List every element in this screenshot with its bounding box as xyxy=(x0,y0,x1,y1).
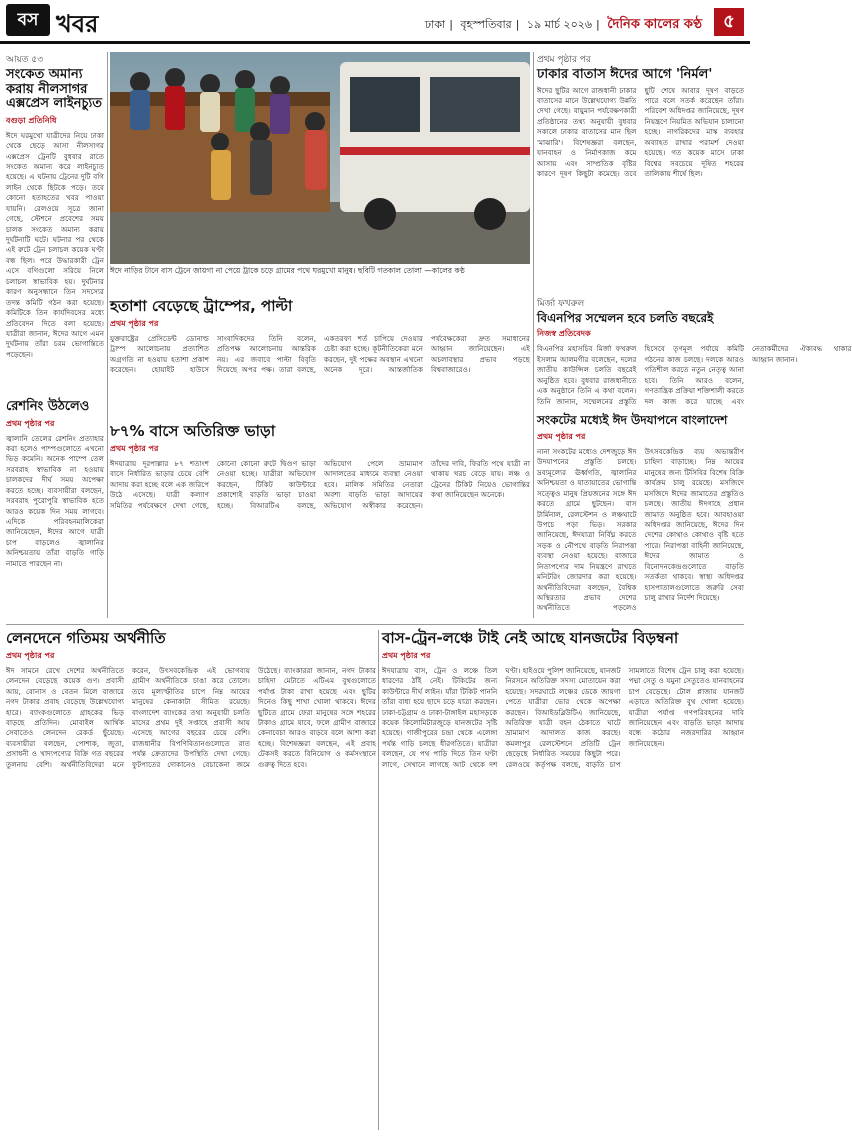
bus-truck-crowd-photo xyxy=(110,52,530,264)
article-body: বিএনপির মহাসচিব মির্জা ফখরুল ইসলাম আলমগীর বলেছেন, দলের জাতীয় কাউন্সিল চলতি বছরেই অনুষ্ঠিত হবে। বুধবার রাজধানীতে এক অনুষ্ঠানে তিনি এ কথা বলেন। তিনি জানান, সম্মেলনের প্রস্তুতি হিসেবে তৃণমূল পর্যায়ে কমিটি গঠনের কাজ চলছে। দলকে আরও গতিশীল করতে নতুন নেতৃত্ব আনা হবে। তিনি আরও বলেন, গণতান্ত্রিক প্রক্রিয়া শক্তিশালী করতে দল কাজ করে যাচ্ছে এবং নেতাকর্মীদের ঐক্যবদ্ধ থাকার আহ্বান জানান। xyxy=(537,344,852,406)
news-photo xyxy=(110,52,530,264)
article-body: যুক্তরাষ্ট্রের প্রেসিডেন্ট ডোনাল্ড ট্রাম্প আলোচনায় প্রত্যাশিত অগ্রগতি না হওয়ায় হতাশা প্রকাশ করেছেন। হোয়াইট হাউসে সাংবাদিকদের তিনি বলেন, প্রতিপক্ষ আলোচনায় আন্তরিক নয়। এর জবাবে পাল্টা বিবৃতি দিয়েছে অপর পক্ষ। তারা বলছে, একতরফা শর্ত চাপিয়ে দেওয়ার চেষ্টা করা হচ্ছে। কূটনীতিকেরা মনে করছেন, দুই পক্ষের অবস্থান এখনো অনেক দূরে। আন্তর্জাতিক পর্যবেক্ষকেরা দ্রুত সমাধানের আহ্বান জানিয়েছেন। এই অচলাবস্থার প্রভাব পড়ছে বিশ্ববাজারেও। xyxy=(110,333,530,375)
article-transport xyxy=(382,630,744,1130)
article-byline: প্রথম পৃষ্ঠার পর xyxy=(537,431,586,441)
masthead xyxy=(0,0,750,44)
article-body: ঈদে ঘরমুখো যাত্রীদের নিয়ে ঢাকা থেকে ছেড়ে আসা নীলসাগর এক্সপ্রেস ট্রেনটি বুধবার রাতে সংকেত অমান্য করে লাইনচ্যুত হয়েছে। এ ঘটনায় ট্রেনের দুটি বগি লাইন থেকে ছিটকে পড়ে। তবে কোনো হতাহতের খবর পাওয়া যায়নি। রেলওয়ে সূত্রে জানা গেছে, স্টেশনে প্রবেশের সময় চালক সংকেত অমান্য করায় দুর্ঘটনাটি ঘটে। ঘটনার পর থেকে এই রুটে ট্রেন চলাচল কয়েক ঘণ্টা বন্ধ ছিল। পরে উদ্ধারকারী ট্রেন এসে বগিগুলো সরিয়ে নিলে চলাচল স্বাভাবিক হয়। দুর্ঘটনার কারণ অনুসন্ধানে তিন সদস্যের তদন্ত কমিটি গঠন করা হয়েছে। কমিটিকে তিন কার্যদিবসের মধ্যে প্রতিবেদন দিতে বলা হয়েছে। যাত্রীরা জানান, ঈদের আগে এমন দুর্ঘটনায় তাঁরা চরম ভোগান্তিতে পড়েছেন। xyxy=(6,130,104,359)
article-headline: বিএনপির সম্মেলন হবে চলতি বছরেই xyxy=(537,311,714,325)
page-number: ৫ xyxy=(714,8,744,36)
section-divider xyxy=(6,624,744,625)
article-headline: হতাশা বেড়েছে ট্রাম্পের, পাল্টা xyxy=(110,297,293,315)
column-divider xyxy=(533,52,534,618)
masthead-logo: বস xyxy=(6,4,50,36)
article-byline: প্রথম পৃষ্ঠার পর xyxy=(382,650,431,660)
masthead-day: বৃহস্পতিবার xyxy=(460,18,512,31)
article-byline: প্রথম পৃষ্ঠার পর xyxy=(110,443,159,453)
article-body: জ্বালানি তেলের রেশনিং প্রত্যাহার করা হলেও পাম্পগুলোতে এখনো ভিড় কমেনি। অনেক পাম্পে তেল সরবরাহ স্বাভাবিক না হওয়ায় চালকদের দীর্ঘ সময় অপেক্ষা করতে হচ্ছে। ব্যবসায়ীরা বলছেন, সরবরাহ পুরোপুরি স্বাভাবিক হতে আরও কয়েক দিন সময় লাগবে। এদিকে পরিবহনমালিকেরা জানিয়েছেন, ঈদের আগে যাত্রী চাপ বাড়লেও জ্বালানির অনিশ্চয়তায় তাঁরা বাড়তি গাড়ি নামাতে পারছেন না। xyxy=(6,433,104,568)
article-train-derail xyxy=(6,52,104,392)
article-headline: রেশনিং উঠলেও xyxy=(6,399,90,414)
article-headline: ঢাকার বাতাস ঈদের আগে 'নির্মল' xyxy=(537,67,713,82)
article-byline: প্রথম পৃষ্ঠার পর xyxy=(6,650,55,660)
masthead-meta: ঢাকা | বৃহস্পতিবার | ১৯ মার্চ ২০২৬ | দৈনিক কালের কণ্ঠ xyxy=(424,17,702,32)
article-byline: বগুড়া প্রতিনিধি xyxy=(6,115,57,125)
article-eid-crisis xyxy=(537,296,852,618)
article-headline: ৮৭% বাসে অতিরিক্ত ভাড়া xyxy=(110,422,276,440)
article-byline: নিজস্ব প্রতিবেদক xyxy=(537,329,591,339)
article-dhaka-air xyxy=(537,52,744,292)
article-byline: প্রথম পৃষ্ঠার পর xyxy=(6,418,55,428)
article-headline: লেনদেনে গতিময় অর্থনীতি xyxy=(6,629,166,647)
article-headline: সংকটের মধ্যেই ঈদ উদযাপনে বাংলাদেশ xyxy=(537,413,728,428)
column-divider xyxy=(378,630,379,1130)
photo-caption: ঈদে নাড়ির টানে বাস ট্রেনে জায়গা না পেয়ে ট্রাকে চড়ে গ্রামের পথে ঘরমুখো মানুষ। ছবিটি গতকাল তোলা —কালের কণ্ঠ xyxy=(110,266,465,275)
section-title: খবর xyxy=(56,10,99,38)
article-body: ঈদযাত্রায় দূরপাল্লার ৮৭ শতাংশ বাসে নির্ধারিত ভাড়ার চেয়ে বেশি আদায় করা হচ্ছে বলে এক জরিপে উঠে এসেছে। যাত্রী কল্যাণ সমিতির পর্যবেক্ষণে দেখা গেছে, কোনো কোনো রুটে দ্বিগুণ ভাড়া নেওয়া হচ্ছে। যাত্রীরা অভিযোগ করছেন, টিকিট কাউন্টারে প্রকাশ্যেই বাড়তি ভাড়া চাওয়া হচ্ছে। বিআরটিএ বলছে, অভিযোগ পেলে ভ্রাম্যমাণ আদালতের মাধ্যমে ব্যবস্থা নেওয়া হবে। মালিক সমিতির নেতারা অবশ্য বাড়তি ভাড়া আদায়ের অভিযোগ অস্বীকার করেছেন। তাঁদের দাবি, ফিরতি পথে যাত্রী না থাকায় খরচ বেড়ে যায়। লঞ্চ ও ট্রেনের টিকিট নিয়েও ভোগান্তির কথা জানিয়েছেন অনেকে। xyxy=(110,458,530,510)
article-rationing xyxy=(6,400,104,616)
masthead-date: ১৯ মার্চ ২০২৬ xyxy=(526,18,593,31)
article-bus-fare xyxy=(110,423,530,618)
article-body: ঈদ সামনে রেখে দেশের অর্থনীতিতে লেনদেন বেড়েছে কয়েক গুণ। প্রবাসী আয়, বোনাস ও বেতন মিলে বাজারে নগদ টাকার প্রবাহ বেড়েছে উল্লেখযোগ্য হারে। ব্যাংকগুলোতে গ্রাহকের ভিড় বাড়ছে প্রতিদিন। মোবাইল আর্থিক সেবাতেও লেনদেন রেকর্ড ছুঁয়েছে। ব্যবসায়ীরা বলছেন, পোশাক, জুতা, প্রসাধনী ও খাদ্যপণ্যের বিক্রি গত বছরের তুলনায় বেশি। অর্থনীতিবিদেরা মনে করেন, উৎসবকেন্দ্রিক এই ভোগব্যয় গ্রামীণ অর্থনীতিকে চাঙা করে তোলে। তবে মূল্যস্ফীতির চাপে নিম্ন আয়ের মানুষের কেনাকাটা সীমিত রয়েছে। বাংলাদেশ ব্যাংকের তথ্য অনুযায়ী চলতি মাসের প্রথম দুই সপ্তাহে প্রবাসী আয় এসেছে আগের বছরের চেয়ে বেশি। রাজধানীর বিপণিবিতানগুলোতে রাত পর্যন্ত ক্রেতাদের উপস্থিতি দেখা গেছে। ফুটপাতের দোকানেও বেচাকেনা জমে উঠেছে। ব্যাংকাররা জানান, নগদ টাকার চাহিদা মেটাতে এটিএম বুথগুলোতে পর্যাপ্ত টাকা রাখা হয়েছে এবং ছুটির দিনেও কিছু শাখা খোলা থাকবে। ঈদের ছুটিতে গ্রামে ফেরা মানুষের সঙ্গে শহরের টাকাও গ্রামে যাবে, ফলে গ্রামীণ বাজারে কেনাবেচা আরও বাড়বে বলে আশা করা হচ্ছে। বিশেষজ্ঞরা বলছেন, এই প্রবাহ টেকসই করতে বিনিয়োগ ও কর্মসংস্থানে গুরুত্ব দিতে হবে। xyxy=(6,665,376,769)
article-trump xyxy=(110,298,530,418)
article-economy xyxy=(6,630,376,1130)
article-headline: বাস-ট্রেন-লঞ্চে টাই নেই আছে যানজটের বিড়ম্বনা xyxy=(382,629,679,647)
column-divider xyxy=(107,52,108,618)
article-kicker: মির্জা ফখরুল xyxy=(537,299,585,309)
article-kicker: আয়ত ৫৩ xyxy=(6,55,44,65)
article-kicker: প্রথম পৃষ্ঠার পর xyxy=(537,55,591,65)
article-body: ঈদযাত্রায় বাস, ট্রেন ও লঞ্চে তিল ধারণের ঠাঁই নেই। টিকিটের জন্য কাউন্টারে দীর্ঘ লাইন। যাঁরা টিকিট পাননি তাঁরা বাধ্য হয়ে ছাদে চড়ে যাত্রা করছেন। ঢাকা-চট্টগ্রাম ও ঢাকা-টাঙ্গাইল মহাসড়কে কয়েক কিলোমিটারজুড়ে যানজটের সৃষ্টি হয়েছে। গাজীপুরের চন্দ্রা থেকে এলেঙ্গা পর্যন্ত গাড়ি চলছে ধীরগতিতে। যাত্রীরা বলছেন, যে পথ পাড়ি দিতে তিন ঘণ্টা লাগে, সেখানে লাগছে আট থেকে দশ ঘণ্টা। হাইওয়ে পুলিশ জানিয়েছে, যানজট নিরসনে অতিরিক্ত সদস্য মোতায়েন করা হয়েছে। সদরঘাটে লঞ্চের ডেকে জায়গা পেতে যাত্রীরা ভোর থেকে অপেক্ষা করছেন। বিআইডব্লিউটিএ জানিয়েছে, অতিরিক্ত যাত্রী বহন ঠেকাতে ঘাটে ভ্রাম্যমাণ আদালত কাজ করছে। কমলাপুর রেলস্টেশনে প্রতিটি ট্রেন ছেড়েছে নির্ধারিত সময়ের কিছুটা পরে। রেলওয়ে কর্তৃপক্ষ বলছে, বাড়তি চাপ সামলাতে বিশেষ ট্রেন চালু করা হয়েছে। পদ্মা সেতু ও যমুনা সেতুতেও যানবাহনের চাপ বেড়েছে। টোল প্লাজায় যানজট এড়াতে অতিরিক্ত বুথ খোলা হয়েছে। যাত্রীরা পর্যাপ্ত গণপরিবহনের দাবি জানিয়েছেন এবং বাড়তি ভাড়া আদায় বন্ধে কঠোর নজরদারির আহ্বান জানিয়েছেন। xyxy=(382,665,744,769)
article-byline: প্রথম পৃষ্ঠার পর xyxy=(110,318,159,328)
masthead-city: ঢাকা xyxy=(424,18,446,31)
article-body: ঈদের ছুটির আগে রাজধানী ঢাকার বাতাসের মানে উল্লেখযোগ্য উন্নতি দেখা গেছে। বায়ুমান পর্যবেক্ষণকারী প্রতিষ্ঠানের তথ্য অনুযায়ী বুধবার সকালে ঢাকার বাতাসের মান ছিল 'মাঝারি'। বিশেষজ্ঞরা বলছেন, যানবাহন ও নির্মাণকাজ কমে আসায় এবং সাম্প্রতিক বৃষ্টির কারণে দূষণ কিছুটা কমেছে। তবে ছুটি শেষে আবার দূষণ বাড়তে পারে বলে সতর্ক করেছেন তাঁরা। পরিবেশ অধিদপ্তর জানিয়েছে, দূষণ নিয়ন্ত্রণে নিয়মিত অভিযান চালানো হচ্ছে। নাগরিকদের মাস্ক ব্যবহার অব্যাহত রাখার পরামর্শ দেওয়া হয়েছে। গত কয়েক মাসে ঢাকা বিশ্বের সবচেয়ে দূষিত শহরের তালিকায় শীর্ষে ছিল। xyxy=(537,85,744,179)
masthead-brand: দৈনিক কালের কণ্ঠ xyxy=(607,17,702,32)
article-headline: সংকেত অমান্য করায় নীলসাগর এক্সপ্রেস লাইনচ্যুত xyxy=(6,67,102,112)
article-body: নানা সংকটের মধ্যেও দেশজুড়ে ঈদ উদযাপনের প্রস্তুতি চলছে। দ্রব্যমূল্যের ঊর্ধ্বগতি, জ্বালানির অনিশ্চয়তা ও যাতায়াতের ভোগান্তি সত্ত্বেও মানুষ প্রিয়জনের সঙ্গে ঈদ করতে গ্রামে ছুটছেন। বাস টার্মিনাল, রেলস্টেশন ও লঞ্চঘাটে উপচে পড়া ভিড়। সরকার জানিয়েছে, ঈদযাত্রা নির্বিঘ্ন করতে সড়ক ও নৌপথে বাড়তি নিরাপত্তা ব্যবস্থা নেওয়া হয়েছে। বাজারে নিত্যপণ্যের দাম নিয়ন্ত্রণে রাখতে মনিটরিং জোরদার করা হয়েছে। অর্থনীতিবিদেরা বলছেন, বৈশ্বিক অস্থিরতার প্রভাব দেশের অর্থনীতিতে পড়লেও উৎসবকেন্দ্রিক ব্যয় অভ্যন্তরীণ চাহিদা বাড়াচ্ছে। নিম্ন আয়ের মানুষের জন্য টিসিবির বিশেষ বিক্রি কার্যক্রম চালু রয়েছে। মসজিদে মসজিদে ঈদের জামাতের প্রস্তুতিও চলছে। জাতীয় ঈদগাহে প্রধান জামাত অনুষ্ঠিত হবে। আবহাওয়া অধিদপ্তর জানিয়েছে, ঈদের দিন দেশের কোথাও কোথাও বৃষ্টি হতে পারে। নিরাপত্তা বাহিনী জানিয়েছে, ঈদের জামাত ও বিনোদনকেন্দ্রগুলোতে বাড়তি সতর্কতা থাকবে। স্বাস্থ্য অধিদপ্তর হাসপাতালগুলোতে জরুরি সেবা চালু রাখার নির্দেশ দিয়েছে। xyxy=(537,446,744,613)
